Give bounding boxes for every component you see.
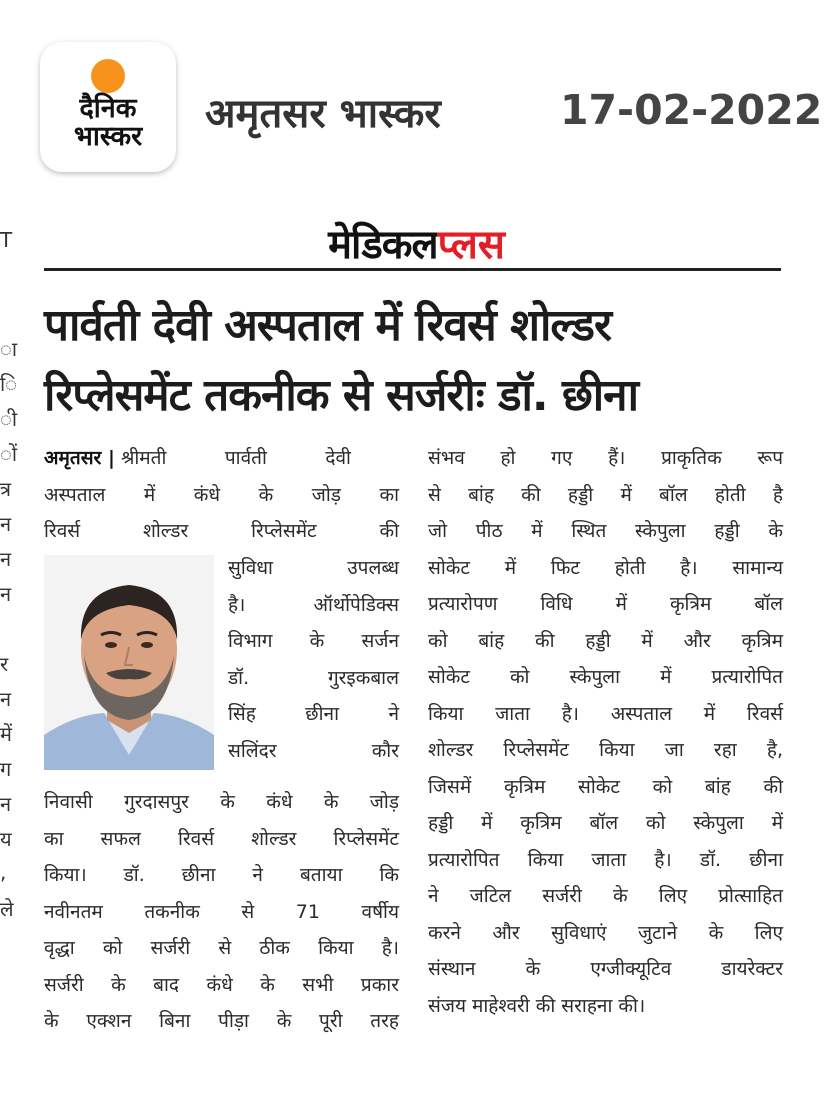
text-line: अस्पताल में कंधे के जोड़ का (44, 483, 399, 506)
headline-line1: पार्वती देवी अस्पताल में रिवर्स शोल्डर (44, 300, 611, 351)
edge-fragment: न (0, 792, 12, 816)
logo-line1: दैनिक (79, 93, 137, 124)
section-header-part1: मेडिकल (328, 222, 438, 268)
edge-fragment: न (0, 512, 12, 536)
text-line: संस्थान के एग्जीक्यूटिव डायरेक्टर (428, 958, 783, 980)
text-line: डॉ. गुरइकबाल (228, 666, 399, 689)
text-line: सिंह छीना ने (228, 703, 399, 725)
article-left-top (44, 440, 399, 550)
text-line: किया। डॉ. छीना ने बताया कि (44, 864, 399, 886)
sun-dot-icon (91, 59, 125, 93)
headline-line2: रिप्लेसमेंट तकनीक से सर्जरीः डॉ. छीना (44, 370, 638, 421)
text-line: सोकेट को स्केपुला में प्रत्यारोपित (428, 666, 783, 688)
text-line: करने और सुविधाएं जुटाने के लिए (428, 921, 783, 944)
edge-fragment: ों (0, 442, 18, 466)
article-right-column (428, 440, 783, 1024)
edge-fragment: में (0, 722, 12, 746)
publication-date: 17-02-2022 (560, 86, 823, 134)
edge-fragment: र (0, 652, 9, 676)
text-line: रिवर्स शोल्डर रिप्लेसमेंट की (44, 520, 399, 542)
text-line: सुविधा उपलब्ध (228, 557, 399, 579)
dateline: अमृतसर | (44, 447, 115, 469)
text-line: प्रत्यारोपित किया जाता है। डॉ. छीना (428, 848, 783, 871)
edge-fragment: न (0, 582, 12, 606)
text-line: संभव हो गए हैं। प्राकृतिक रूप (428, 447, 783, 469)
text-line: वृद्धा को सर्जरी से ठीक किया है। (44, 937, 399, 959)
dainik-bhaskar-logo (40, 42, 176, 172)
text-line: हड्डी में कृत्रिम बॉल को स्केपुला में (428, 812, 783, 834)
text-line: का सफल रिवर्स शोल्डर रिप्लेसमेंट (44, 827, 399, 850)
edge-fragment: ले (0, 897, 14, 921)
section-header (0, 215, 833, 270)
edge-fragment: ग (0, 757, 12, 781)
text-line: ने जटिल सर्जरी के लिए प्रोत्साहित (428, 885, 783, 907)
text-line: जो पीठ में स्थित स्केपुला हड्डी के (428, 520, 783, 542)
text-line: को बांह की हड्डी में और कृत्रिम (428, 629, 783, 652)
article-beside-photo (228, 550, 399, 769)
logo-line2: भास्कर (73, 121, 143, 152)
edge-fragment: न (0, 687, 12, 711)
text-line: के एक्शन बिना पीड़ा के पूरी तरह (44, 1010, 399, 1032)
edge-fragment: ी (0, 407, 18, 431)
first-line-text: श्रीमती पार्वती देवी (120, 447, 351, 469)
text-line: सर्जरी के बाद कंधे के सभी प्रकार (44, 973, 399, 996)
article-left-bottom (44, 784, 399, 1040)
text-line: नवीनतम तकनीक से 71 वर्षीय (44, 900, 399, 923)
text-line: विभाग के सर्जन (228, 630, 399, 652)
text-line: प्रत्यारोपण विधि में कृत्रिम बॉल (428, 593, 783, 615)
publication-name: अमृतसर भास्कर (205, 91, 441, 137)
section-rule (44, 268, 781, 271)
text-line: सलिंदर कौर (228, 739, 399, 762)
edge-fragment: य (0, 827, 12, 851)
neighbour-column-fragment (0, 228, 18, 1038)
text-line: सोकेट में फिट होती है। सामान्य (428, 556, 783, 579)
first-line (44, 440, 399, 477)
edge-fragment: ा (0, 337, 18, 361)
text-line: शोल्डर रिप्लेसमेंट किया जा रहा है, (428, 739, 783, 761)
text-line: संजय माहेश्वरी की सराहना की। (428, 994, 646, 1017)
edge-fragment: ि (0, 372, 18, 396)
edge-fragment: त्र (0, 477, 12, 501)
portrait-illustration (44, 555, 214, 770)
edge-fragment: न (0, 547, 12, 571)
text-line: जिसमें कृत्रिम सोकेट को बांह की (428, 775, 783, 798)
doctor-photo (44, 555, 214, 770)
text-line: किया जाता है। अस्पताल में रिवर्स (428, 702, 783, 725)
text-line: है। ऑर्थोपेडिक्स (228, 593, 399, 616)
text-line: निवासी गुरदासपुर के कंधे के जोड़ (44, 791, 399, 813)
text-line: से बांह की हड्डी में बॉल होती है (428, 483, 783, 506)
edge-fragment: , (0, 860, 7, 884)
edge-fragment: T (0, 228, 13, 252)
section-header-part2: प्लस (437, 222, 505, 268)
